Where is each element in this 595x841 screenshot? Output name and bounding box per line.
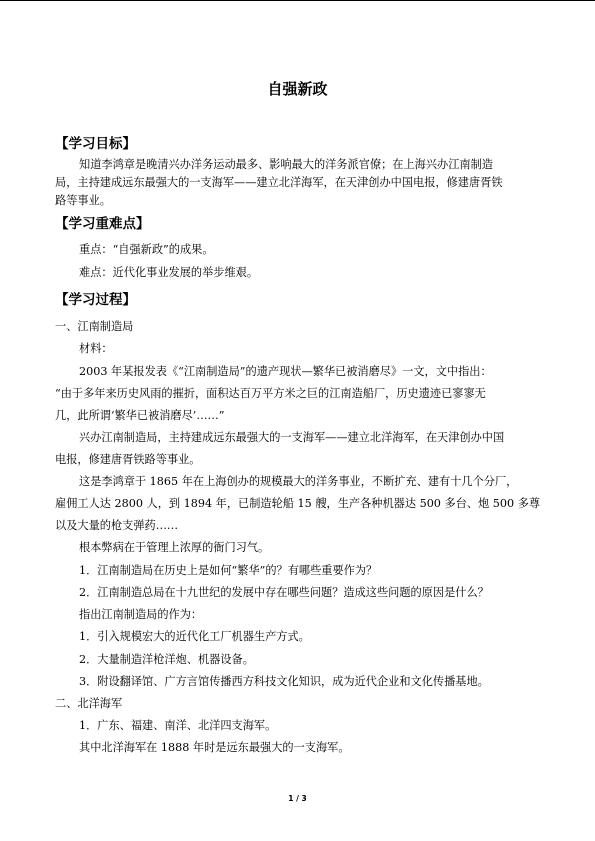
answer-3: 3．附设翻译馆、广方言馆传播西方科技文化知识，成为近代企业和文化传播基地。: [79, 675, 489, 688]
goals-line-3: 路等事业。: [55, 194, 111, 207]
material-2-line-2: 电报，修建唐胥铁路等事业。: [55, 453, 201, 466]
page-number: 1 / 3: [288, 794, 307, 803]
material-3-line-1: 这是李鸿章于 1865 年在上海创办的规模最大的洋务事业，不断扩充、建有十几个分厂，: [79, 475, 518, 488]
heading-key-points: 【学习重难点】: [55, 216, 150, 232]
goals-line-2: 局，主持建成远东最强大的一支海军——建立北洋海军，在天津创办中国电报，修建唐胥铁: [55, 176, 503, 189]
section-1-title: 一、江南制造局: [55, 320, 134, 333]
material-label: 材料：: [79, 342, 113, 355]
question-1: 1．江南制造局在历史上是如何“繁华”的？有哪些重要作为？: [79, 564, 378, 577]
document-title: 自强新政: [267, 80, 328, 98]
material-1-line-2: “由于多年来历史风雨的摧折，面积达百万平方米之巨的江南造船厂，历史遗迹已寥寥无: [55, 387, 486, 400]
material-2-line-1: 兴办江南制造局，主持建成远东最强大的一支海军——建立北洋海军，在天津创办中国: [79, 431, 505, 444]
material-1-line-3: 几，此所谓‘繁华已被消磨尽’……”: [55, 409, 225, 422]
material-4: 根本弊病在于管理上浓厚的衙门习气。: [79, 541, 270, 554]
answer-intro: 指出江南制造局的作为：: [79, 608, 203, 621]
key-focus: 重点：“自强新政”的成果。: [79, 243, 214, 256]
page-top-border: [0, 0, 595, 1]
answer-1: 1．引入规模宏大的近代化工厂机器生产方式。: [79, 630, 310, 643]
key-difficulty: 难点：近代化事业发展的举步维艰。: [79, 266, 259, 279]
beiyang-item-1: 1．广东、福建、南洋、北洋四支海军。: [79, 719, 277, 732]
material-3-line-3: 以及大量的枪支弹药……: [55, 519, 179, 532]
question-2: 2．江南制造总局在十九世纪的发展中存在哪些问题？造成这些问题的原因是什么？: [79, 586, 489, 599]
answer-2: 2．大量制造洋枪洋炮、机器设备。: [79, 653, 254, 666]
material-3-line-2: 雇佣工人达 2800 人，到 1894 年，已制造轮船 15 艘，生产各种机器达 500 多台、炮 500 多尊: [55, 497, 541, 510]
material-1-line-1: 2003 年某报发表《“江南制造局”的遗产现状—繁华已被消磨尽》一文，文中指出：: [79, 365, 492, 378]
section-2-title: 二、北洋海军: [55, 697, 123, 710]
goals-line-1: 知道李鸿章是晚清兴办洋务运动最多、影响最大的洋务派官僚；在上海兴办江南制造: [79, 158, 493, 171]
beiyang-item-2: 其中北洋海军在 1888 年时是远东最强大的一支海军。: [79, 741, 350, 754]
heading-learning-goals: 【学习目标】: [55, 136, 136, 152]
heading-learning-process: 【学习过程】: [55, 292, 136, 308]
